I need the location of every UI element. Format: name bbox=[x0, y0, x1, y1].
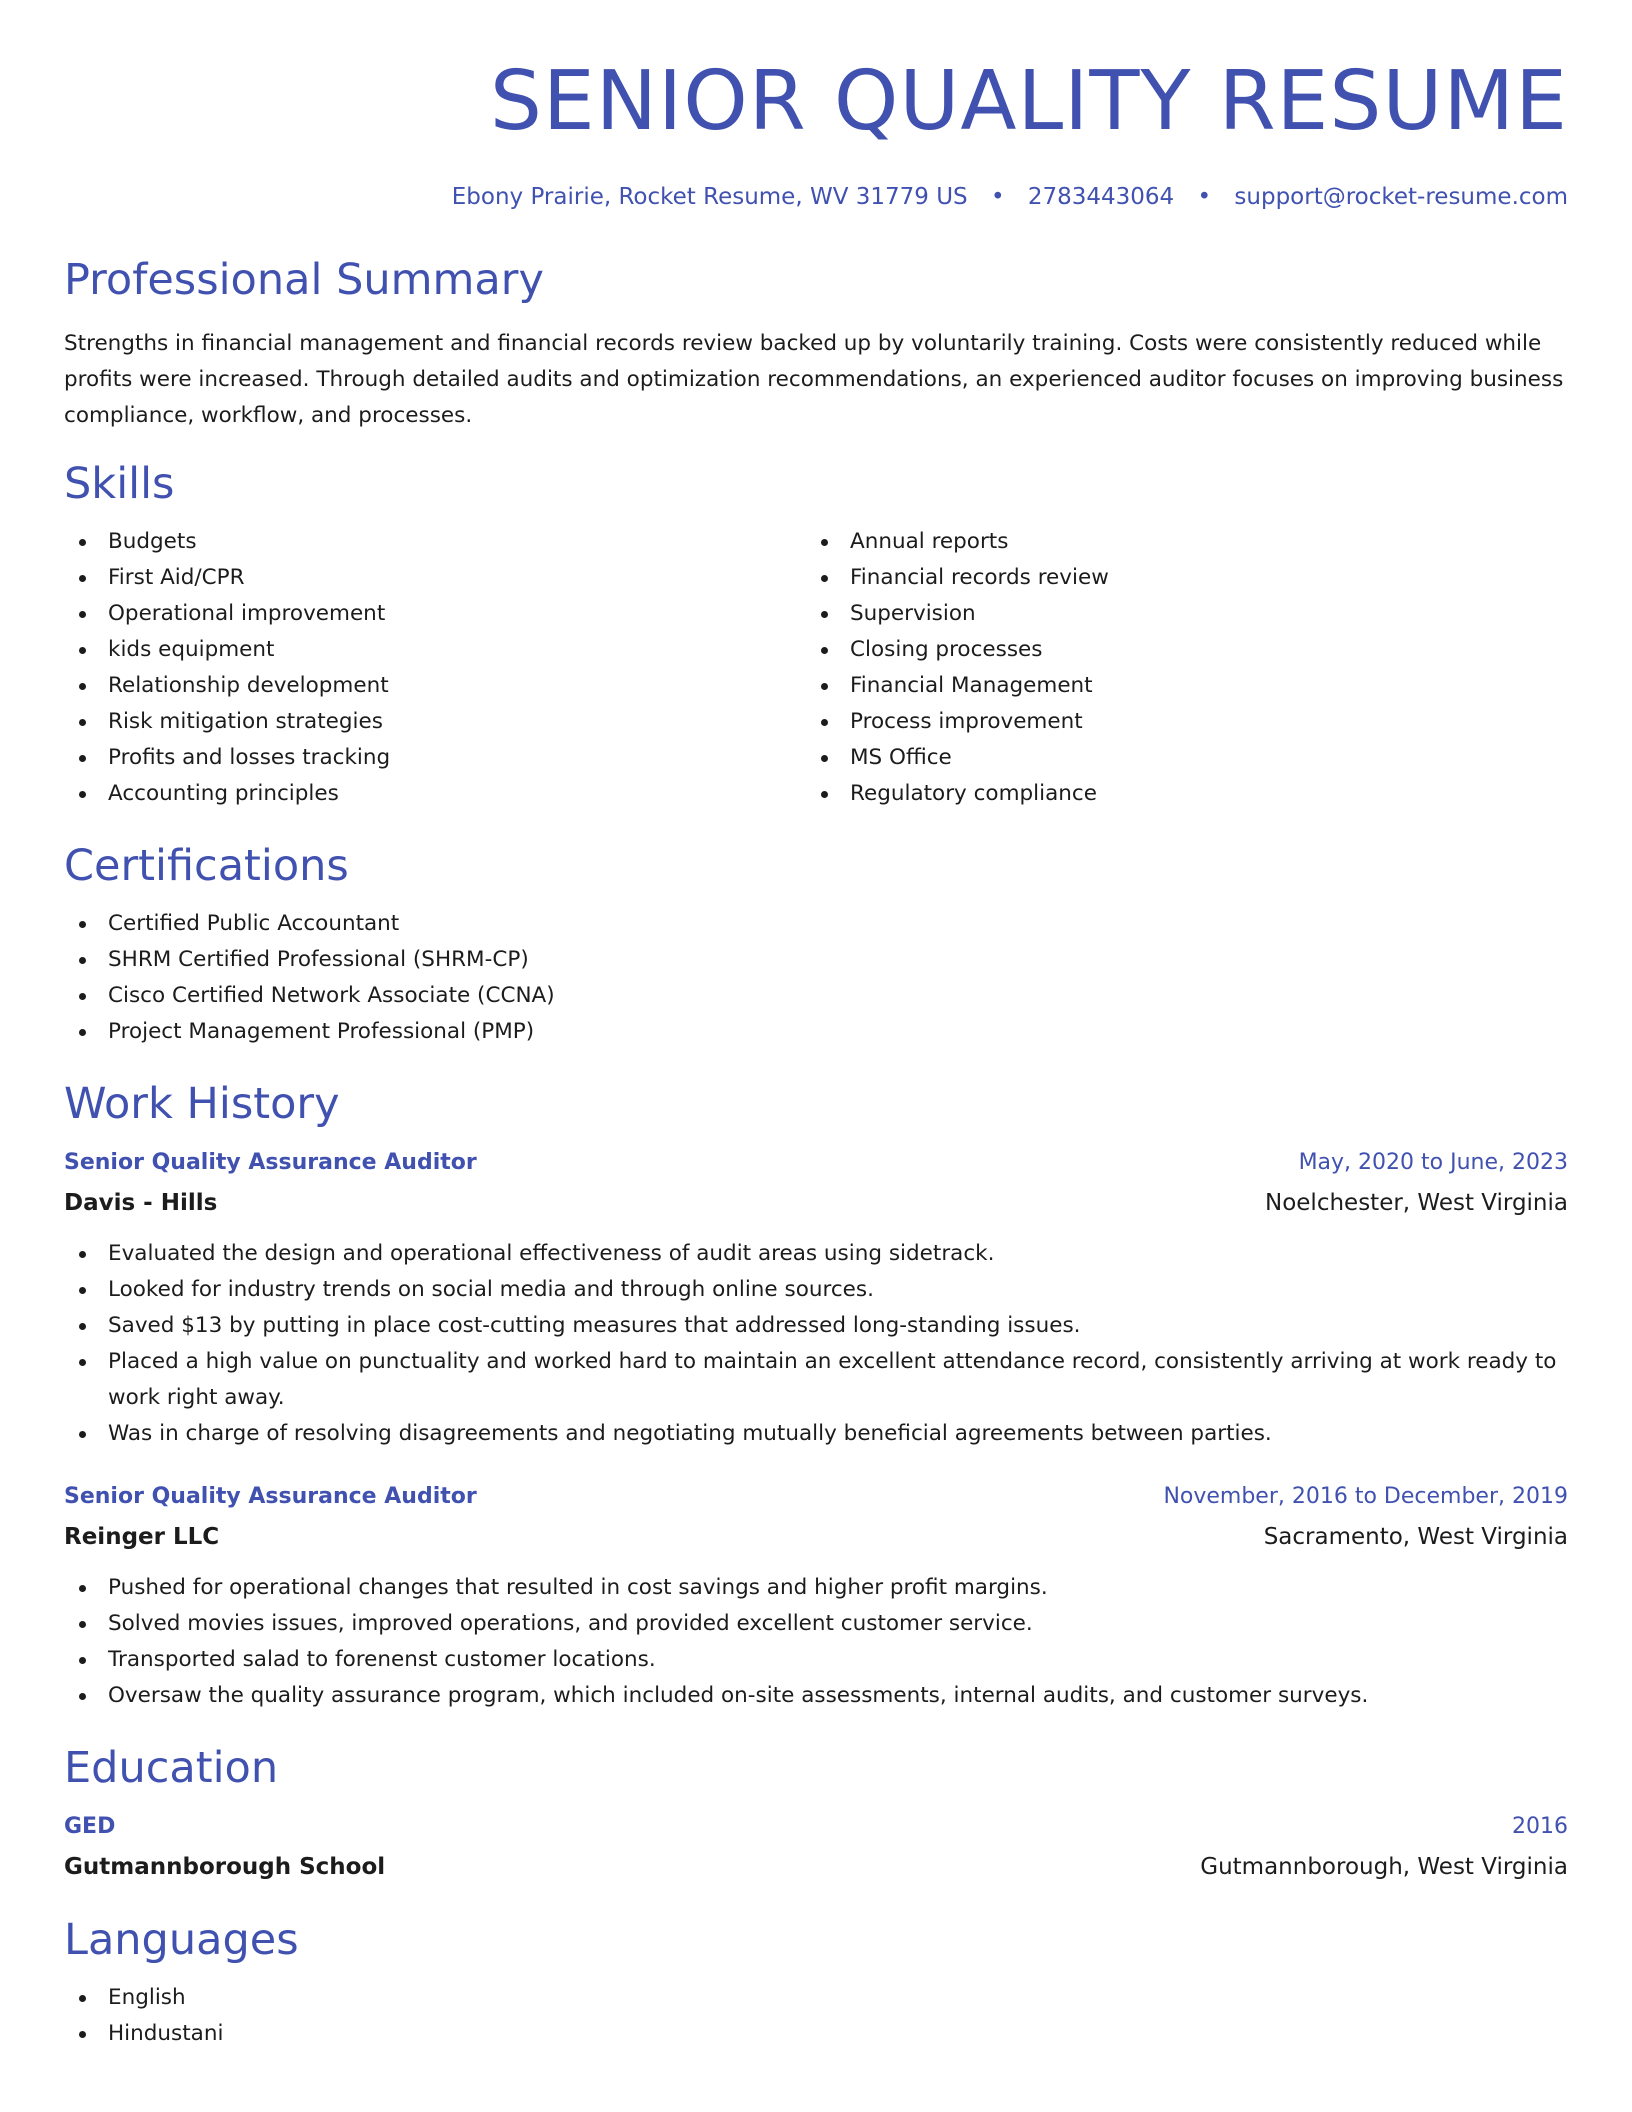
job-header bbox=[64, 1480, 1568, 1514]
job-location: Noelchester, West Virginia bbox=[1265, 1190, 1568, 1216]
list-item: Closing processes bbox=[806, 632, 1548, 668]
list-item: English bbox=[64, 1980, 1568, 2016]
skills-columns bbox=[64, 524, 1568, 812]
list-item: kids equipment bbox=[64, 632, 806, 668]
list-item: Looked for industry trends on social media and through online sources. bbox=[64, 1272, 1568, 1308]
list-item: Process improvement bbox=[806, 704, 1548, 740]
list-item: Regulatory compliance bbox=[806, 776, 1548, 812]
contact-phone: 2783443064 bbox=[1027, 184, 1175, 210]
list-item: Certified Public Accountant bbox=[64, 906, 1568, 942]
list-item: First Aid/CPR bbox=[64, 560, 806, 596]
list-item: Risk mitigation strategies bbox=[64, 704, 806, 740]
list-item: Transported salad to forenenst customer locations. bbox=[64, 1642, 1568, 1678]
job-title: Senior Quality Assurance Auditor bbox=[64, 1484, 477, 1509]
job-entry bbox=[64, 1146, 1568, 1452]
job-header bbox=[64, 1146, 1568, 1180]
education-header bbox=[64, 1810, 1568, 1844]
certifications-section bbox=[64, 838, 1568, 1050]
list-item: Supervision bbox=[806, 596, 1548, 632]
list-item: Oversaw the quality assurance program, which included on-site assessments, internal audits, and customer surveys. bbox=[64, 1678, 1568, 1714]
languages-list bbox=[64, 1980, 1568, 2052]
list-item: Was in charge of resolving disagreements and negotiating mutually beneficial agreements between parties. bbox=[64, 1416, 1568, 1452]
education-section bbox=[64, 1740, 1568, 1886]
job-company: Davis - Hills bbox=[64, 1190, 218, 1216]
job-entry bbox=[64, 1480, 1568, 1714]
list-item: Budgets bbox=[64, 524, 806, 560]
job-subheader bbox=[64, 1518, 1568, 1556]
education-degree: GED bbox=[64, 1814, 116, 1839]
list-item: Accounting principles bbox=[64, 776, 806, 812]
education-location: Gutmannborough, West Virginia bbox=[1200, 1854, 1568, 1880]
list-item: MS Office bbox=[806, 740, 1548, 776]
list-item: Financial records review bbox=[806, 560, 1548, 596]
resume-header bbox=[64, 0, 1568, 214]
list-item: Cisco Certified Network Associate (CCNA) bbox=[64, 978, 1568, 1014]
contact-separator: • bbox=[1197, 184, 1212, 210]
job-dates: November, 2016 to December, 2019 bbox=[1163, 1484, 1568, 1509]
languages-section bbox=[64, 1912, 1568, 2052]
resume-title: SENIOR QUALITY RESUME bbox=[489, 54, 1568, 149]
summary-section bbox=[64, 252, 1568, 434]
summary-text: Strengths in financial management and financial records review backed up by voluntarily training. Costs were consistently reduced while profits were increased. Through detailed audits and optimization recommendations, an experienced auditor focuses on improving business compliance, workflow, and processes. bbox=[64, 331, 1564, 428]
list-item: Profits and losses tracking bbox=[64, 740, 806, 776]
contact-separator: • bbox=[990, 184, 1005, 210]
contact-line bbox=[64, 180, 1568, 214]
list-item: Relationship development bbox=[64, 668, 806, 704]
list-item: Saved $13 by putting in place cost-cutting measures that addressed long-standing issues. bbox=[64, 1308, 1568, 1344]
job-company: Reinger LLC bbox=[64, 1524, 220, 1550]
work-history-heading: Work History bbox=[64, 1079, 340, 1129]
list-item: Evaluated the design and operational effectiveness of audit areas using sidetrack. bbox=[64, 1236, 1568, 1272]
job-subheader bbox=[64, 1184, 1568, 1222]
job-bullets bbox=[64, 1236, 1568, 1452]
list-item: Project Management Professional (PMP) bbox=[64, 1014, 1568, 1050]
summary-heading: Professional Summary bbox=[64, 255, 544, 305]
contact-address: Ebony Prairie, Rocket Resume, WV 31779 US bbox=[451, 184, 968, 210]
education-subheader bbox=[64, 1848, 1568, 1886]
contact-email: support@rocket-resume.com bbox=[1234, 184, 1568, 210]
education-heading: Education bbox=[64, 1743, 279, 1793]
skills-section bbox=[64, 456, 1568, 812]
skills-list-left bbox=[64, 524, 806, 812]
list-item: Operational improvement bbox=[64, 596, 806, 632]
certifications-list bbox=[64, 906, 1568, 1050]
list-item: Placed a high value on punctuality and worked hard to maintain an excellent attendance record, consistently arriving at work ready to work right away. bbox=[64, 1344, 1568, 1416]
list-item: Financial Management bbox=[806, 668, 1548, 704]
education-school: Gutmannborough School bbox=[64, 1854, 386, 1880]
job-location: Sacramento, West Virginia bbox=[1263, 1524, 1568, 1550]
job-dates: May, 2020 to June, 2023 bbox=[1298, 1150, 1568, 1175]
skills-list-right bbox=[806, 524, 1548, 812]
job-bullets bbox=[64, 1570, 1568, 1714]
skills-heading: Skills bbox=[64, 459, 175, 509]
list-item: Pushed for operational changes that resulted in cost savings and higher profit margins. bbox=[64, 1570, 1568, 1606]
certifications-heading: Certifications bbox=[64, 841, 349, 891]
list-item: Hindustani bbox=[64, 2016, 1568, 2052]
resume-page bbox=[64, 0, 1568, 2052]
list-item: SHRM Certified Professional (SHRM-CP) bbox=[64, 942, 1568, 978]
languages-heading: Languages bbox=[64, 1915, 299, 1965]
list-item: Annual reports bbox=[806, 524, 1548, 560]
job-title: Senior Quality Assurance Auditor bbox=[64, 1150, 477, 1175]
education-entry bbox=[64, 1810, 1568, 1886]
work-history-section bbox=[64, 1076, 1568, 1714]
education-year: 2016 bbox=[1512, 1814, 1568, 1839]
list-item: Solved movies issues, improved operations, and provided excellent customer service. bbox=[64, 1606, 1568, 1642]
